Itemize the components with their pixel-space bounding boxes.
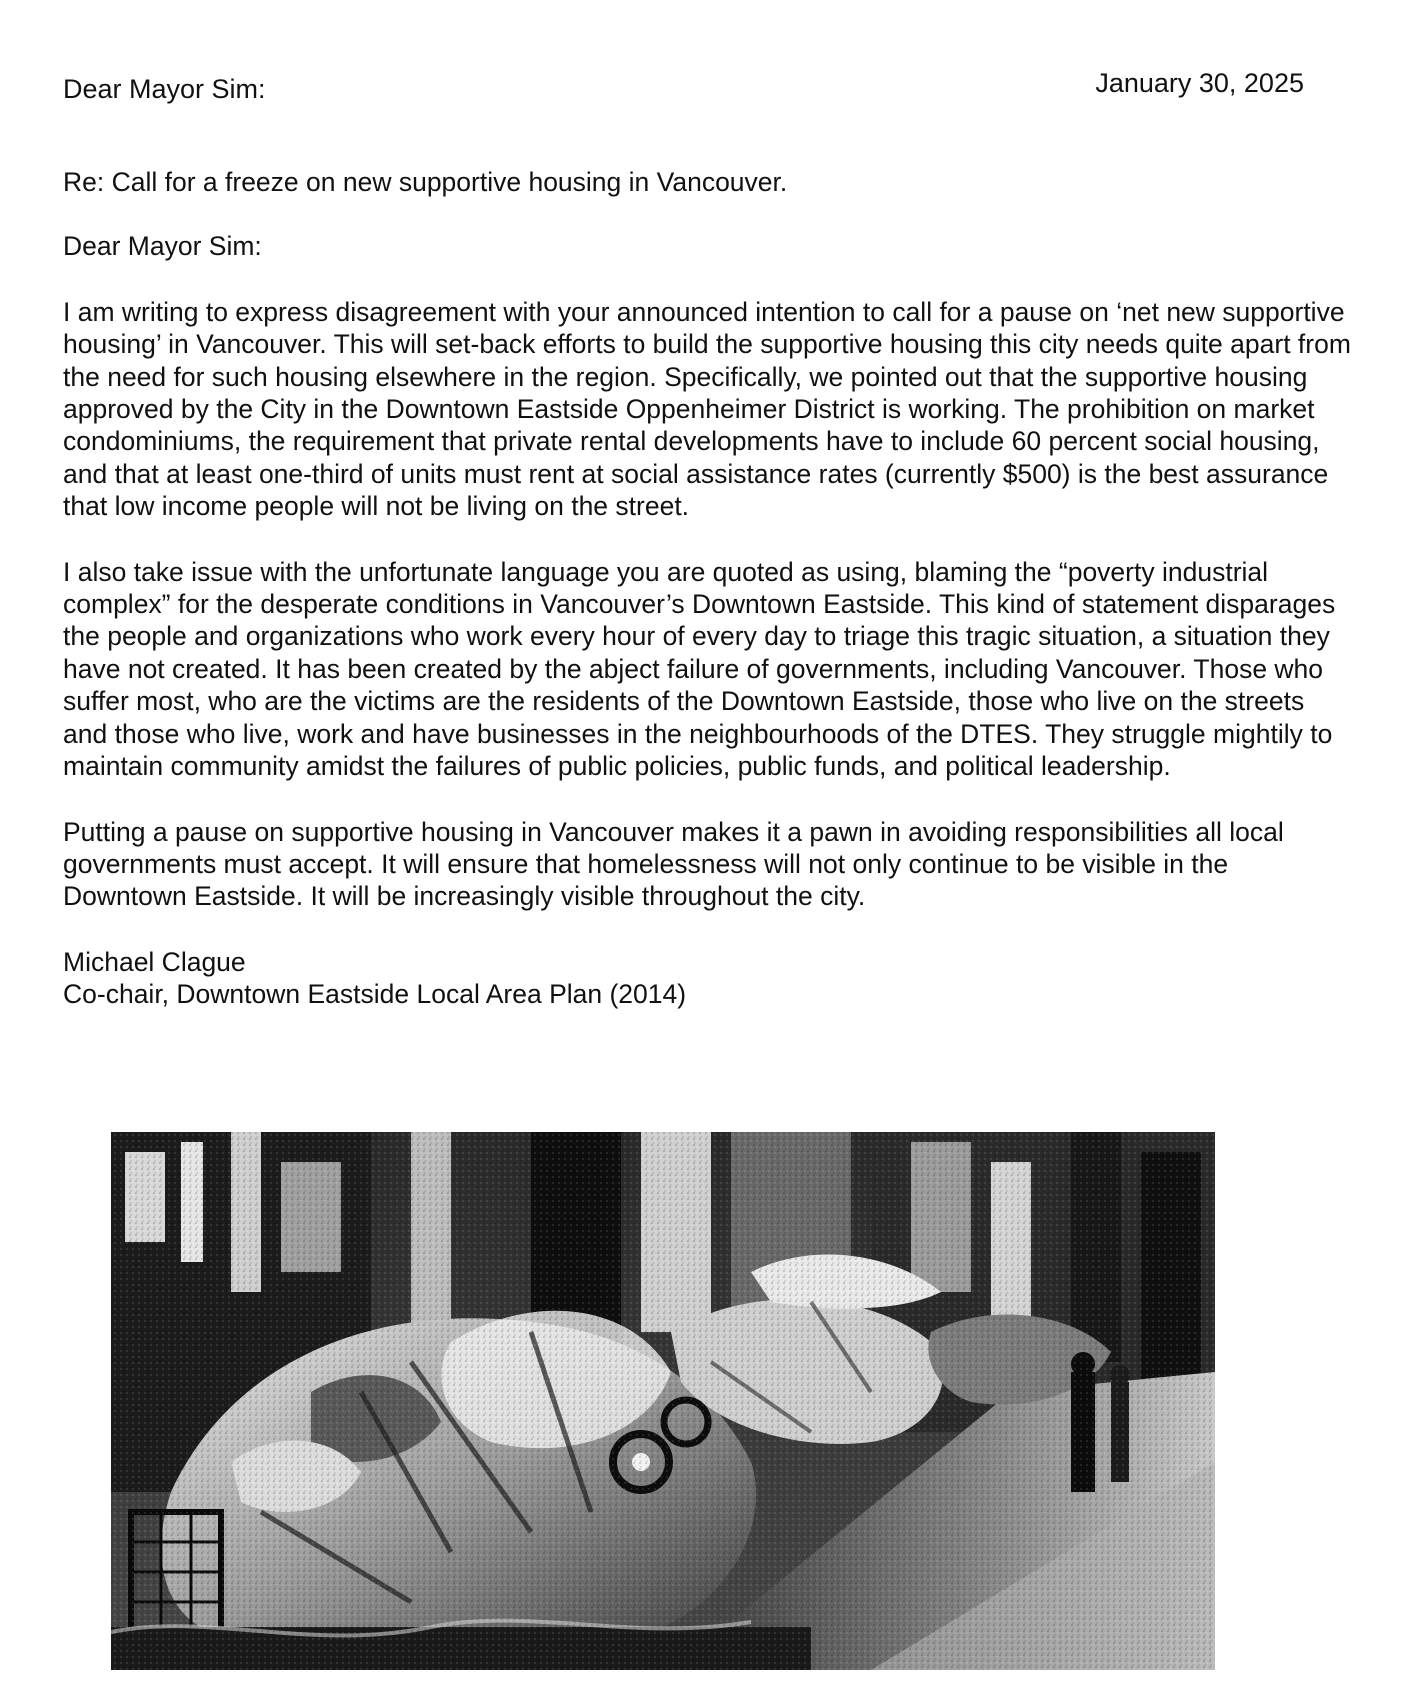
salutation-top: Dear Mayor Sim: xyxy=(63,74,266,104)
signature-block xyxy=(63,946,1353,1011)
paragraph-3: Putting a pause on supportive housing in Vancouver makes it a pawn in avoiding responsibilities all local governments must accept. It will ensure that homelessness will not only continue to be visible in the Downtown Eastside. It will be increasingly visible throughout the city. xyxy=(63,816,1284,912)
letter-date: January 30, 2025 xyxy=(1095,68,1304,98)
encampment-photo xyxy=(111,1132,1215,1670)
salutation: Dear Mayor Sim: xyxy=(63,231,262,262)
paragraph-1: I am writing to express disagreement with your announced intention to call for a pause on ‘net new supportive housing’ in Vancouver. This will set-back efforts to build the supportive housing this city needs quite apart from the need for such housing elsewhere in the region. Specifically, we pointed out that the supportive housing approved by the City in the Downtown Eastside Oppenheimer District is working. The prohibition on market condominiums, the requirement that private rental developments have to include 60 percent social housing, and that at least one-third of units must rent at social assistance rates (currently $500) is the best assurance that low income people will not be living on the street. xyxy=(63,296,1351,522)
paragraph-2: I also take issue with the unfortunate language you are quoted as using, blaming the “poverty industrial complex” for the desperate conditions in Vancouver’s Downtown Eastside. This kind of statement disparages the people and organizations who work every hour of every day to triage this tragic situation, a situation they have not created. It has been created by the abject failure of governments, including Vancouver. Those who suffer most, who are the victims are the residents of the Downtown Eastside, those who live on the streets and those who live, work and have businesses in the neighbourhoods of the DTES. They struggle mightily to maintain community amidst the failures of public policies, public funds, and political leadership. xyxy=(63,556,1336,782)
subject-line: Re: Call for a freeze on new supportive housing in Vancouver. xyxy=(63,167,788,197)
signature-title: Co-chair, Downtown Eastside Local Area Plan (2014) xyxy=(63,979,687,1010)
signature-name: Michael Clague xyxy=(63,946,246,977)
letter-body xyxy=(63,166,1353,1011)
